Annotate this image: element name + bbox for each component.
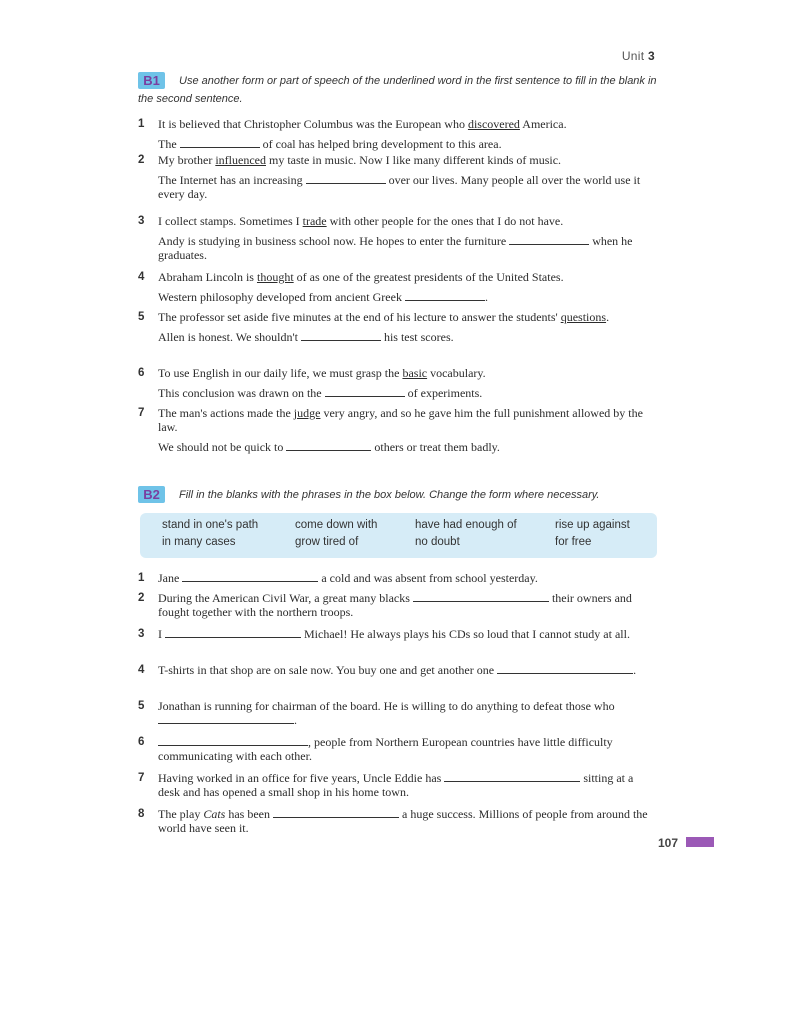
answer-blank[interactable] bbox=[405, 290, 485, 301]
underlined-word: influenced bbox=[215, 153, 266, 167]
phrase: stand in one's path bbox=[162, 519, 259, 531]
answer-blank[interactable] bbox=[165, 627, 301, 638]
phrase: grow tired of bbox=[295, 536, 359, 548]
prompt-sentence: The professor set aside five minutes at the end of his lecture to answer the students' questions. bbox=[158, 310, 610, 324]
exercise-item: 8 The play Cats has been a huge success. Millions of people from around the world have seen it. bbox=[138, 807, 648, 835]
underlined-word: judge bbox=[293, 406, 321, 420]
answer-blank[interactable] bbox=[497, 663, 633, 674]
exercise-item bbox=[138, 153, 658, 214]
exercise-item: 7 Having worked in an office for five years, Uncle Eddie has sitting at a desk and has opened a small shop in his home town. bbox=[138, 771, 634, 799]
fill-sentence: Andy is studying in business school now. He hopes to enter the furniture when he graduates. bbox=[158, 234, 633, 262]
prompt-sentence: I collect stamps. Sometimes I trade with other people for the ones that I do not have. bbox=[158, 214, 564, 228]
answer-blank[interactable] bbox=[306, 173, 386, 184]
item-number: 1 bbox=[138, 572, 145, 584]
item-number: 3 bbox=[138, 628, 145, 640]
phrase: rise up against bbox=[555, 519, 630, 531]
item-number: 6 bbox=[138, 736, 145, 748]
fill-sentence: This conclusion was drawn on the of experiments. bbox=[158, 386, 483, 400]
unit-label: Unit bbox=[621, 49, 645, 63]
answer-blank[interactable] bbox=[182, 571, 318, 582]
answer-blank[interactable] bbox=[325, 386, 405, 397]
phrase: for free bbox=[555, 536, 592, 548]
exercise-item: 5 Jonathan is running for chairman of the board. He is willing to do anything to defeat those who . bbox=[138, 699, 615, 727]
exercise-item: 4 T-shirts in that shop are on sale now. You buy one and get another one . bbox=[138, 663, 637, 677]
exercise-item bbox=[138, 117, 658, 153]
section-b1-instruction: Use another form or part of speech of the underlined word in the first sentence to fill in the blank in the second sentence. bbox=[138, 75, 657, 105]
exercise-item bbox=[138, 366, 658, 406]
item-number: 3 bbox=[138, 215, 145, 227]
underlined-word: trade bbox=[302, 214, 327, 228]
prompt-sentence: My brother influenced my taste in music. Now I like many different kinds of music. bbox=[158, 153, 562, 167]
fill-sentence: The of coal has helped bring development to this area. bbox=[158, 137, 502, 151]
item-number: 7 bbox=[138, 772, 145, 784]
phrase: come down with bbox=[295, 519, 378, 531]
section-b2-heading bbox=[138, 486, 658, 504]
item-number: 7 bbox=[138, 407, 145, 419]
answer-blank[interactable] bbox=[509, 234, 589, 245]
answer-blank[interactable] bbox=[286, 440, 371, 451]
prompt-sentence: To use English in our daily life, we must grasp the basic vocabulary. bbox=[158, 366, 486, 380]
fill-sentence: The Internet has an increasing over our lives. Many people all over the world use it every day. bbox=[158, 173, 641, 201]
section-b2-list bbox=[138, 571, 658, 843]
underlined-word: discovered bbox=[467, 117, 520, 131]
answer-blank[interactable] bbox=[158, 735, 308, 746]
item-number: 5 bbox=[138, 700, 145, 712]
fill-sentence: Western philosophy developed from ancient Greek . bbox=[158, 290, 488, 304]
unit-number: 3 bbox=[648, 49, 655, 63]
exercise-item: 1 Jane a cold and was absent from school yesterday. bbox=[138, 571, 538, 585]
page-color-bar bbox=[686, 837, 714, 847]
answer-blank[interactable] bbox=[273, 807, 399, 818]
phrase-box bbox=[140, 513, 657, 558]
exercise-item: 2 During the American Civil War, a great many blacks their owners and fought together with the northern troops. bbox=[138, 591, 632, 619]
section-b2-instruction: Fill in the blanks with the phrases in the box below. Change the form where necessary. bbox=[179, 489, 600, 501]
prompt-sentence: Abraham Lincoln is thought of as one of the greatest presidents of the United States. bbox=[158, 270, 564, 284]
item-number: 1 bbox=[138, 118, 145, 130]
answer-blank[interactable] bbox=[180, 137, 260, 148]
exercise-item bbox=[138, 214, 658, 270]
section-b2-badge: B2 bbox=[138, 486, 165, 503]
phrase: have had enough of bbox=[415, 519, 517, 531]
section-b1-badge: B1 bbox=[138, 72, 165, 89]
item-number: 8 bbox=[138, 808, 145, 820]
page-number: 107 bbox=[658, 836, 679, 850]
section-b1-heading bbox=[138, 72, 658, 108]
item-number: 2 bbox=[138, 154, 145, 166]
exercise-item bbox=[138, 270, 658, 310]
unit-header bbox=[622, 49, 655, 63]
item-number: 6 bbox=[138, 367, 145, 379]
underlined-word: basic bbox=[402, 366, 428, 380]
fill-sentence: We should not be quick to others or treat them badly. bbox=[158, 440, 500, 454]
underlined-word: thought bbox=[256, 270, 294, 284]
exercise-item bbox=[138, 406, 658, 462]
fill-sentence: Allen is honest. We shouldn't his test scores. bbox=[158, 330, 454, 344]
item-number: 2 bbox=[138, 592, 145, 604]
exercise-item: 3 I Michael! He always plays his CDs so loud that I cannot study at all. bbox=[138, 627, 630, 641]
item-number: 5 bbox=[138, 311, 145, 323]
exercise-item bbox=[138, 310, 658, 366]
item-number: 4 bbox=[138, 664, 145, 676]
answer-blank[interactable] bbox=[301, 330, 381, 341]
phrase: no doubt bbox=[415, 536, 460, 548]
answer-blank[interactable] bbox=[158, 713, 294, 724]
phrase: in many cases bbox=[162, 536, 236, 548]
answer-blank[interactable] bbox=[413, 591, 549, 602]
item-number: 4 bbox=[138, 271, 145, 283]
answer-blank[interactable] bbox=[444, 771, 580, 782]
play-title: Cats bbox=[203, 807, 226, 821]
prompt-sentence: The man's actions made the judge very angry, and so he gave him the full punishment allowed by the law. bbox=[158, 406, 643, 434]
exercise-item: 6 , people from Northern European countries have little difficulty communicating with each other. bbox=[138, 735, 613, 763]
underlined-word: questions bbox=[560, 310, 607, 324]
section-b1-list bbox=[138, 117, 658, 462]
prompt-sentence: It is believed that Christopher Columbus was the European who discovered America. bbox=[158, 117, 567, 131]
